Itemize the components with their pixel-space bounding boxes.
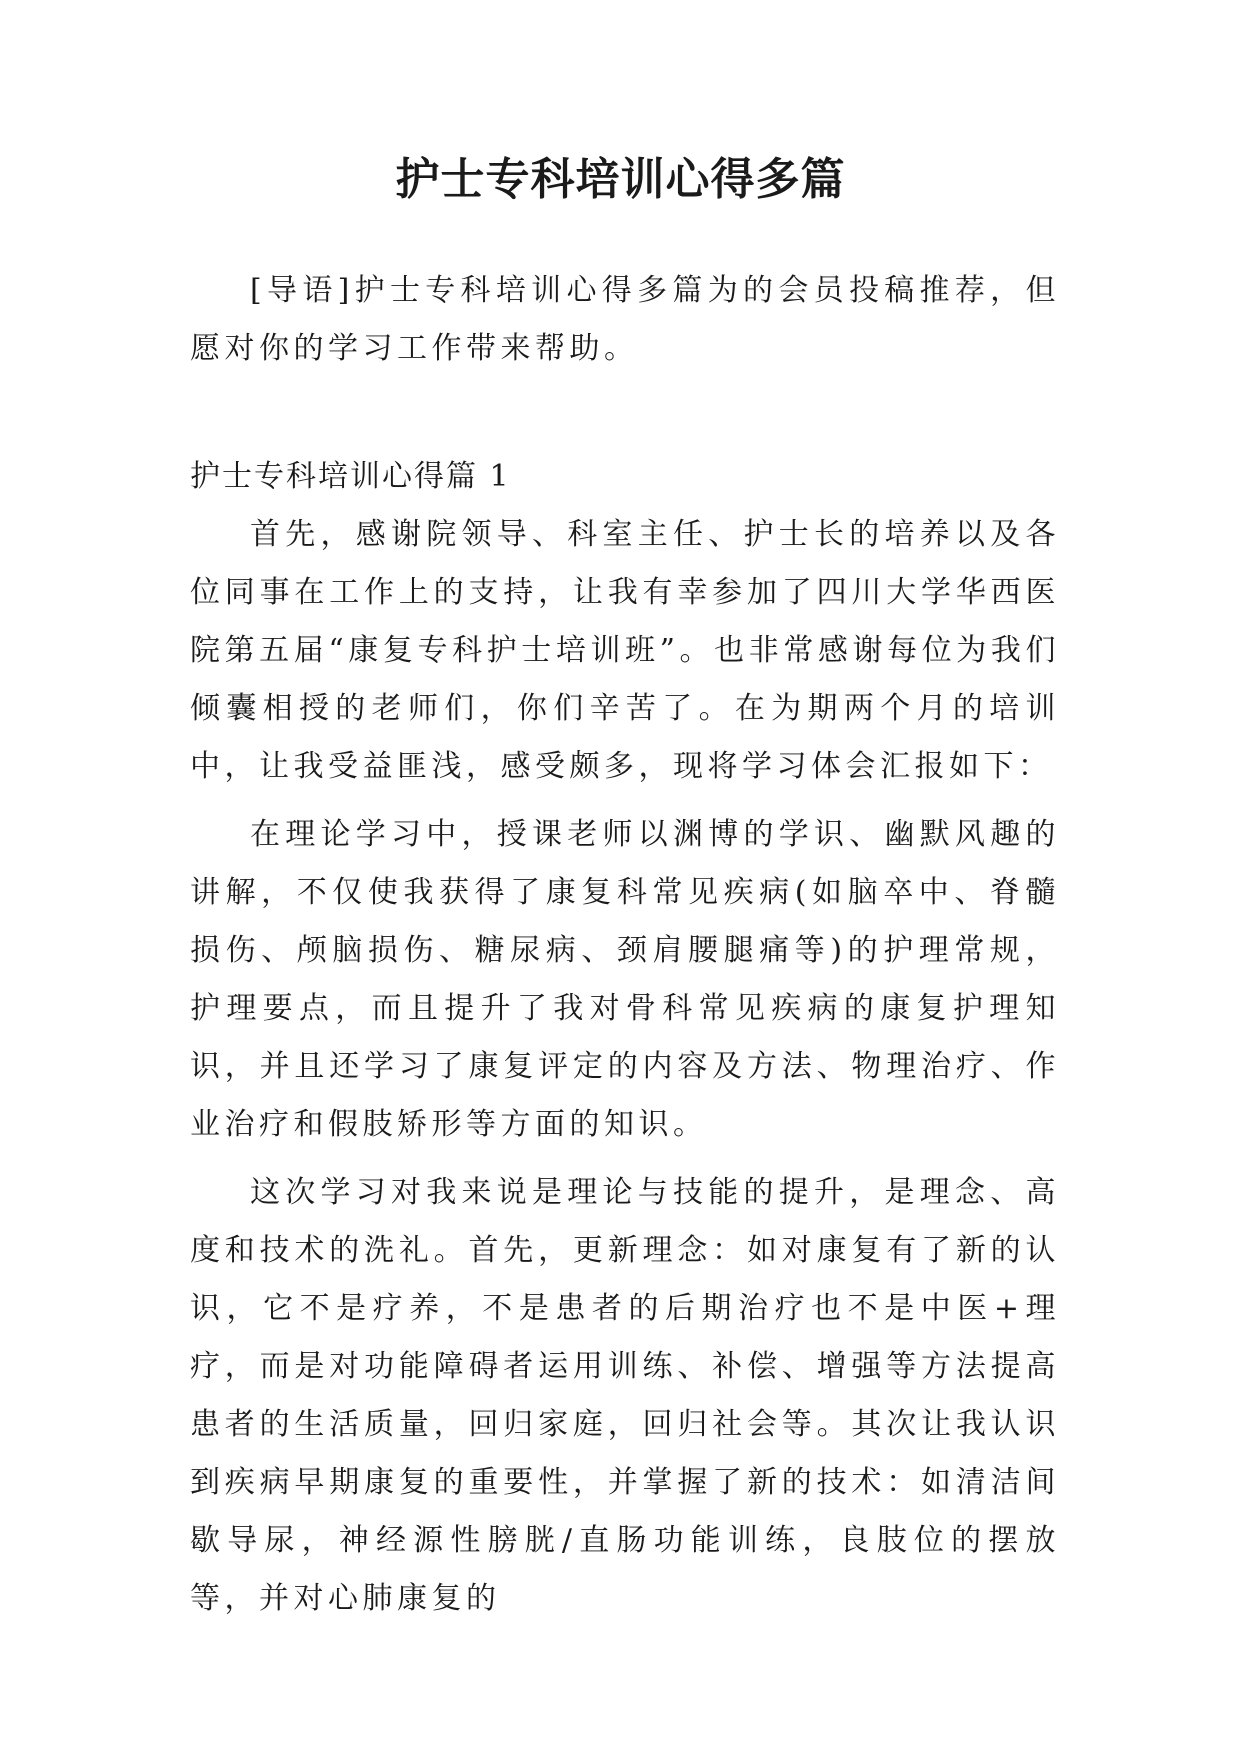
body-paragraph: 首先，感谢院领导、科室主任、护士长的培养以及各位同事在工作上的支持，让我有幸参加了四川大学华西医院第五届“康复专科护士培训班”。也非常感谢每位为我们倾囊相授的老师们，你们辛苦了。在为期两个月的培训中，让我受益匪浅，感受颇多，现将学习体会汇报如下： [190, 517, 1060, 784]
body-paragraph: 这次学习对我来说是理论与技能的提升，是理念、高度和技术的洗礼。首先，更新理念：如对康复有了新的认识，它不是疗养，不是患者的后期治疗也不是中医+理疗，而是对功能障碍者运用训练、补偿、增强等方法提高患者的生活质量，回归家庭，回归社会等。其次让我认识到疾病早期康复的重要性，并掌握了新的技术：如清洁间歇导尿，神经源性膀胱/直肠功能训练，良肢位的摆放等，并对心肺康复的 [190, 1175, 1060, 1616]
document-title: 护士专科培训心得多篇 [395, 154, 846, 205]
intro-paragraph: [导语]护士专科培训心得多篇为的会员投稿推荐，但愿对你的学习工作带来帮助。 [190, 273, 1060, 366]
document-body [190, 262, 1060, 1628]
body-paragraph: 在理论学习中，授课老师以渊博的学识、幽默风趣的讲解，不仅使我获得了康复科常见疾病(如脑卒中、脊髓损伤、颅脑损伤、糖尿病、颈肩腰腿痛等)的护理常规，护理要点，而且提升了我对骨科常见疾病的康复护理知识，并且还学习了康复评定的内容及方法、物理治疗、作业治疗和假肢矫形等方面的知识。 [190, 817, 1060, 1142]
section-heading: 护士专科培训心得篇 1 [190, 459, 511, 494]
